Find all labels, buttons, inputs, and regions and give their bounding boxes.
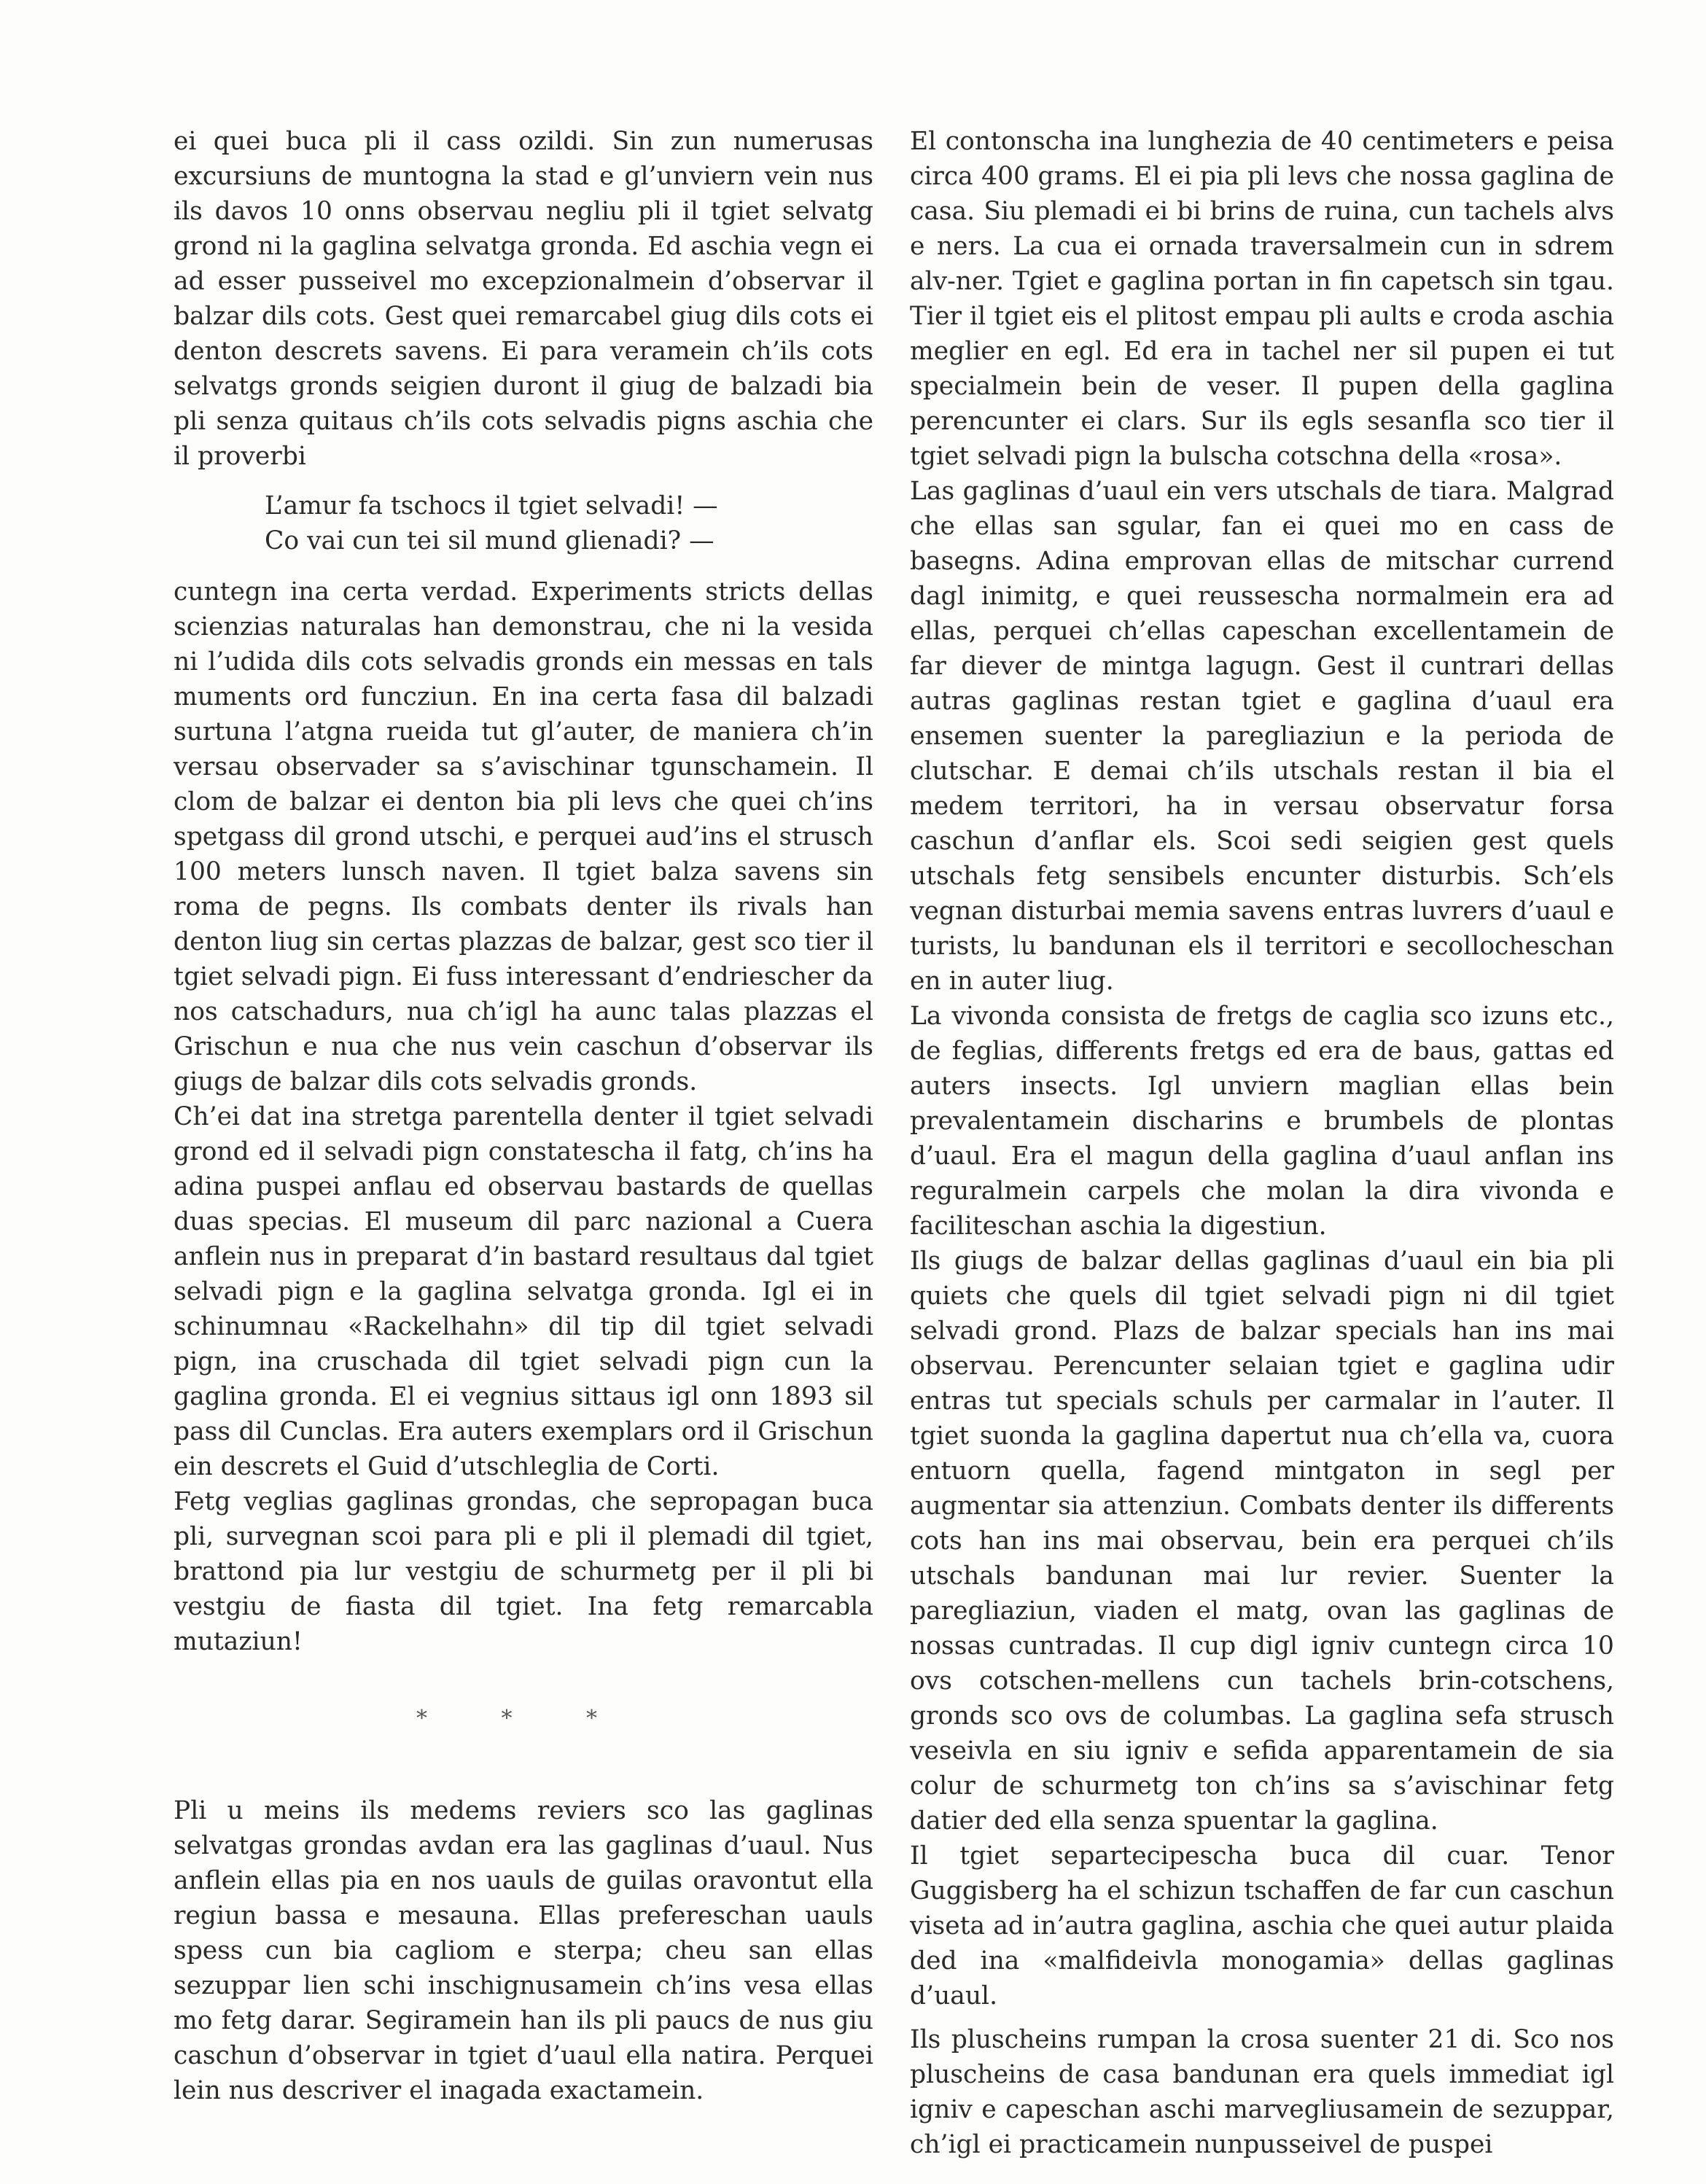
paragraph: Il tgiet separtecipescha buca dil cuar. Tenor Guggisberg ha el schizun tschaffen de far cun caschun viseta ad in’autra gaglina, aschia che quei autur plaida ded ina «malfideivla monogamia» dellas gaglinas d’uaul. <box>910 1841 1614 2011</box>
verse-line: Co vai cun tei sil mund glienadi? — <box>265 526 714 555</box>
paragraph: La vivonda consista de fretgs de caglia sco izuns etc., de feglias, differents fretgs ed era de baus, gattas ed auters insects. Igl unviern maglian ellas bein prevalentamein discharins e brumbels de plontas d’uaul. Era el magun della gaglina d’uaul anflan ins reguralmein carpels che molan la dira vivonda e faciliteschan aschia la digestiun. <box>910 1002 1614 1241</box>
right-column <box>910 124 1614 2162</box>
left-column <box>174 124 873 2108</box>
paragraph: cuntegn ina certa verdad. Experiments stricts dellas scienzias naturalas han demonstrau, che ni la vesida ni l’udida dils cots selvadis gronds ein messas en tals muments ord funcziun. En ina certa fasa dil balzadi surtuna l’atgna rueida tut gl’auter, de maniera ch’in versau observader sa s’avischinar tgunschamein. Il clom de balzar ei denton bia pli levs che quei ch’ins spetgass dil grond utschi, e perquei aud’ins el strusch 100 meters lunsch naven. Il tgiet balza savens sin roma de pegns. Ils combats denter ils rivals han denton liug sin certas plazzas de balzar, gest sco tier il tgiet selvadi pign. Ei fuss interessant d’endriescher da nos catschadurs, nua ch’igl ha aunc talas plazzas el Grischun e nua che nus vein caschun d’observar ils giugs de balzar dils cots selvadis gronds. <box>174 577 873 1096</box>
paragraph: Fetg veglias gaglinas grondas, che sepropagan buca pli, survegnan scoi para pli e pli il plemadi dil tgiet, brattond pia lur vestgiu de schurmetg per il pli bi vestgiu de fiasta dil tgiet. Ina fetg remarcabla mutaziun! <box>174 1487 873 1656</box>
verse-line: L’amur fa tschocs il tgiet selvadi! — <box>265 491 718 520</box>
section-separator: * * * <box>416 1706 631 1731</box>
paragraph: ei quei buca pli il cass ozildi. Sin zun numerusas excursiuns de muntogna la stad e gl’unviern vein nus ils davos 10 onns observau negliu pli il tgiet selvatg grond ni la gaglina selvatga gronda. Ed aschia vegn ei ad esser pusseivel mo excepzionalmein d’observar il balzar dils cots. Gest quei remarcabel giug dils cots ei denton descrets savens. Ei para veramein ch’ils cots selvatgs gronds seigien duront il giug de balzadi bia pli senza quitaus ch’ils cots selvadis pigns aschia che il proverbi <box>174 127 873 471</box>
paragraph: Ils pluscheins rumpan la crosa suenter 21 di. Sco nos pluscheins de casa bandunan era quels immediat igl igniv e capeschan aschi marvegliusamein de sezuppar, ch’igl ei practicamein nunpusseivel de puspei <box>910 2025 1614 2159</box>
paragraph: Las gaglinas d’uaul ein vers utschals de tiara. Malgrad che ellas san sgular, fan ei quei mo en cass de basegns. Adina emprovan ellas de mitschar currend dagl inimitg, e quei reussescha normalmein era ad ellas, perquei ch’ellas capeschan excellentamein de far diever de mintga lagugn. Gest il cuntrari dellas autras gaglinas restan tgiet e gaglina d’uaul era ensemen suenter la paregliaziun e la perioda de clutschar. E demai ch’ils utschals restan il bia el medem territori, ha in versau observatur forsa caschun d’anflar els. Scoi sedi seigien gest quels utschals fetg sensibels encunter disturbis. Sch’els vegnan disturbai memia savens entras luvrers d’uaul e turists, lu bandunan els il territori e secollocheschan en in auter liug. <box>910 477 1614 996</box>
proverb-verse <box>265 488 873 558</box>
paragraph: El contonscha ina lunghezia de 40 centimeters e peisa circa 400 grams. El ei pia pli levs che nossa gaglina de casa. Siu plemadi ei bi brins de ruina, cun tachels alvs e ners. La cua ei ornada traversalmein cun in sdrem alv-ner. Tgiet e gaglina portan in fin capetsch sin tgau. Tier il tgiet eis el plitost empau pli aults e croda aschia meglier en egl. Ed era in tachel ner sil pupen ei tut specialmein bein de veser. Il pupen della gaglina perencunter ei clars. Sur ils egls sesanfla sco tier il tgiet selvadi pign la bulscha cotschna della «rosa». <box>910 127 1614 471</box>
paragraph: Ils giugs de balzar dellas gaglinas d’uaul ein bia pli quiets che quels dil tgiet selvadi pign ni dil tgiet selvadi grond. Plazs de balzar specials han ins mai observau. Perencunter selaian tgiet e gaglina udir entras tut specials schuls per carmalar in l’auter. Il tgiet suonda la gaglina dapertut nua ch’ella va, cuora entuorn quella, fagend mintgaton in segl per augmentar sia attenziun. Combats denter ils differents cots han ins mai observau, bein era perquei ch’ils utschals bandunan mai lur revier. Suenter la paregliaziun, viaden el matg, ovan las gaglinas de nossas cuntradas. Il cup digl igniv cuntegn circa 10 ovs cotschen-mellens cun tachels brin-cotschens, gronds sco ovs de columbas. La gaglina sefa strusch veseivla en siu igniv e sefida apparentamein de sia colur de schurmetg ton ch’ins sa s’avischinar fetg datier ded ella senza spuentar la gaglina. <box>910 1247 1614 1836</box>
paragraph: Pli u meins ils medems reviers sco las gaglinas selvatgas grondas avdan era las gaglinas d’uaul. Nus anflein ellas pia en nos uauls de guilas oravontut ella regiun bassa e mesauna. Ellas prefereschan uauls spess cun bia cagliom e sterpa; cheu san ellas sezuppar lien schi inschignusamein ch’ins vesa ellas mo fetg darar. Segiramein han ils pli paucs de nus giu caschun d’observar in tgiet d’uaul ella natira. Perquei lein nus descriver el inagada exactamein. <box>174 1796 873 2105</box>
paragraph: Ch’ei dat ina stretga parentella denter il tgiet selvadi grond ed il selvadi pign constatescha il fatg, ch’ins ha adina puspei anflau ed observau bastards de quellas duas specias. El museum dil parc nazional a Cuera anflein nus in preparat d’in bastard resultaus dal tgiet selvadi pign e la gaglina selvatga gronda. Igl ei in schinumnau «Rackelhahn» dil tip dil tgiet selvadi pign, ina cruschada dil tgiet selvadi pign cun la gaglina gronda. El ei vegnius sittaus igl onn 1893 sil pass dil Cunclas. Era auters exemplars ord il Grischun ein descrets el Guid d’utschleglia de Corti. <box>174 1102 873 1481</box>
